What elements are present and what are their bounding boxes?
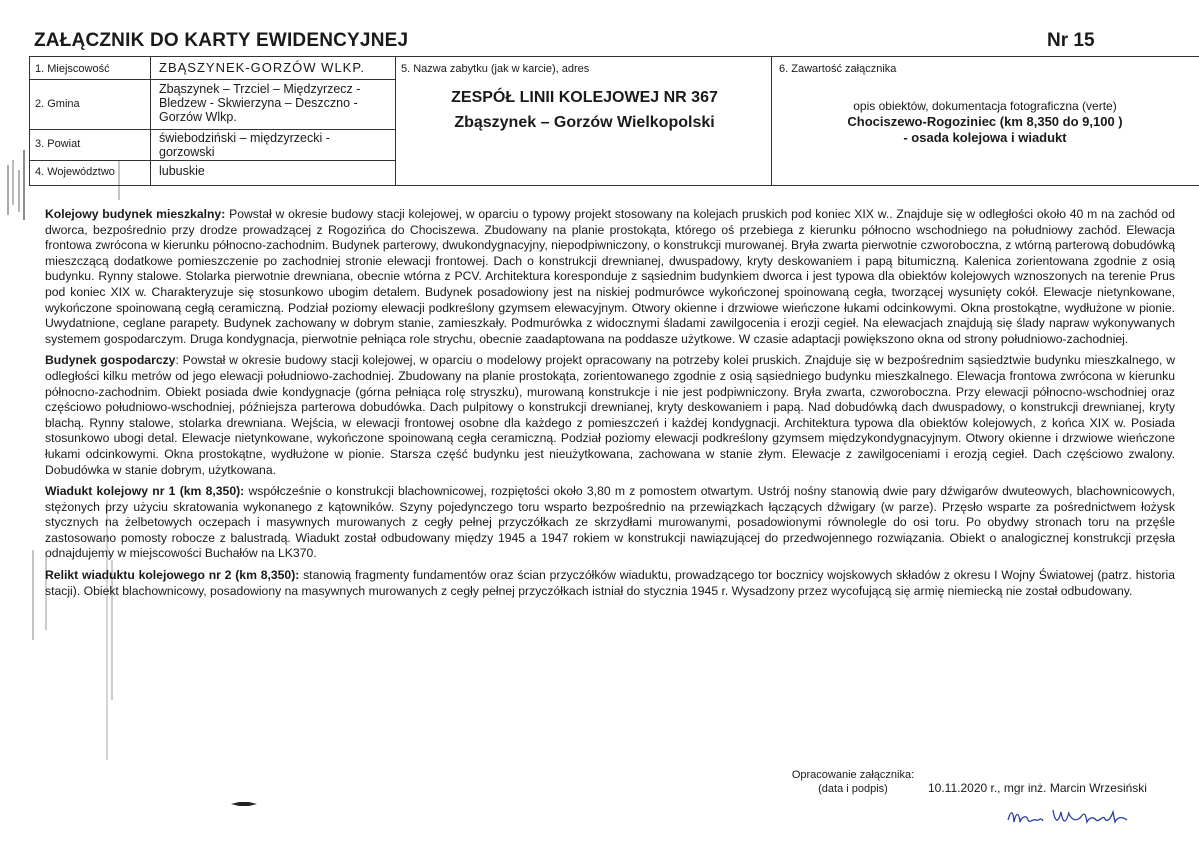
row-divider-3: [29, 160, 395, 161]
section-utility-building: [45, 353, 1175, 478]
section-divider-1: [395, 57, 396, 185]
wojewodztwo-label: 4. Województwo: [35, 166, 115, 178]
section-heading: Wiadukt kolejowy nr 1 (km 8,350):: [45, 484, 245, 499]
section-heading: Relikt wiaduktu kolejowego nr 2 (km 8,350):: [45, 568, 300, 583]
header-form-table: [29, 57, 1199, 186]
section-text: Powstał w okresie budowy stacji kolejowej, w oparciu o typowy projekt stosowany na kolejach pruskich pod koniec XIX w.. Znajduje się w odległości około 40 m na zachód od dworca, bezpośrednio przy drodze prowadzącej z Rogozińca do Chociszewa. Zbudowany na planie prostokąta, którego oś przebiega z kierunku północno wschodniego na południowy zachód. Elewacja frontowa zwrócona w kierunku północno-zachodnim. Budynek parterowy, dwukondygnacyjny, niepodpiwniczony, o konstrukcji murowanej. Bryła zwarta pierwotnie czworoboczna, z wtórną parterową dobudówką mieszczącą dodatkowe pomieszczenie po zachodniej stronie elewacji frontowej. Dach o konstrukcji drewnianej, dwuspadowy, kryty deskowaniem i papą bitumiczną. Kalenica zorientowana zgodnie z osią budynku. Rynny stalowe. Stolarka pierwotnie drewniana, obecnie wtórna z PCV. Architektura koresponduje z sąsiednim budynkiem dworca i jest typowa dla obiektów kolejowych wznoszonych na terenie Prus pod koniec XIX w. Charakteryzuje się stosunkowo ubogim detalem. Budynek posadowiony jest na niskiej podmurówce wykończonej spoinowaną cegła, tworzącej wysunięty cokół. Elewacje nietynkowane, wykończone spoinowaną cegłą ceramiczną. Podział poziomy elewacji podkreślony gzymsem elewacyjnym. Otwory okienne i drzwiowe wieńczone łukami odcinkowymi. Okna prostokątne, wydłużone w pionie. Uwydatnione, ceglane parapety. Budynek zachowany w dobrym stanie, zamieszkały. Podmurówka z widocznymi śladami zawilgocenia i erozji cegieł. Na elewacjach znajdują się ślady napraw wykonywanych systemem gospodarczym. Druga kondygnacja, pierwotnie pełniąca role strychu, obecnie zaadaptowana na poddasze użytkowe. W czasie adaptacji powiększono okna od strony południowo-zachodniej.: [45, 207, 1176, 346]
miejscowosc-value: ZBĄSZYNEK-GORZÓW WLKP.: [159, 60, 365, 75]
prepared-label: Opracowanie załącznika:: [791, 769, 915, 781]
table-border-left: [29, 57, 30, 185]
row-divider-2: [29, 129, 395, 130]
section-text: : Powstał w okresie budowy stacji kolejowej, w oparciu o modelowy projekt opracowany na potrzeby kolei pruskich. Znajduje się w bezpośrednim sąsiedztwie budynku mieszkalnego, w odległości kilku metrów od jego elewacji południowo-zachodniej. Zbudowany na planie prostokąta, zorientowanego zgodnie z osią sąsiedniego budynku mieszkalnego. Elewacja frontowa zwrócona w kierunku północno-zachodnim. Obiekt posiada dwie kondygnacje (górna pełniąca rolę stryszku), murowaną konstrukcje i nie jest podpiwniczony. Bryła zwarta, czworoboczna. Przy elewacji północno-wschodniej oraz częściowo południowo-wschodniej, późniejsza parterowa dobudówka. Dach pulpitowy o konstrukcji drewnianej, kryty deskowaniem i papą. Nad dobudówką dach dwuspadowy, o konstrukcji drewnianej, kryty blachą. Rynny stalowe, stolarka drewniana. Wejścia, w elewacji frontowej osobne dla każdego z pomieszczeń i każdej kondygnacji. Architektura typowa dla obiektów kolejowych, z końca XIX w. Posiada stosunkowo ubogi detal. Elewacje nietynkowane, wykończone spoinowaną cegła ceramiczną. Podział poziomy elewacji podkreślony gzymsem międzykondygnacyjnym. Otwory okienne i drzwiowe wieńczone łukami odcinkowymi. Okna prostokątne, wydłużone w pionie. Starsza część budynku jest nieużytkowana, zachowana w stanie złym. Elewacje z zawilgoceniami i erozją cegieł. Dach częściowo zwalony. Dobudówka w stanie dobrym, użytkowana.: [45, 353, 1175, 477]
nazwa-label: 5. Nazwa zabytku (jak w karcie), adres: [401, 63, 590, 75]
monument-name: ZESPÓŁ LINII KOLEJOWEJ NR 367: [451, 89, 718, 106]
description-body: [45, 207, 1175, 605]
section-text: współcześnie o konstrukcji blachownicowej, rozpiętości około 3,80 m z pomostem otwartym. Ustrój nośny stanowią dwie pary dźwigarów dwuteowych, blachownicowych, stężonych przy użyciu skratowania wykonanego z kątowników. Szyny pojedynczego toru wsparto bezpośrednio na przewiązkach łączących dźwigary (w parze). Przęsło wsparte za pośrednictwem łożysk stycznych na żelbetowych oczepach i masywnych murowanych z cegły pełnej przyczółkach ze skrzydłami murowanymi, posadowionymi równolegle do osi toru. Po obydwy stronach toru na przęśle zastosowano pomosty robocze z balustradą. Wiadukt został odbudowany między 1945 a 1947 rokiem w konstrukcji nawiązującej do przedwojennego rozwiązania. Obiekt o analogicznej konstrukcji przęsła odnajdujemy w miejscowości Buchałów na LK370.: [45, 484, 1175, 561]
contents-location: Chociszewo-Rogoziniec (km 8,350 do 9,100 ): [847, 114, 1123, 129]
label-column-divider: [150, 57, 151, 185]
section-heading: Kolejowy budynek mieszkalny:: [45, 207, 226, 221]
contents-subject: - osada kolejowa i wiadukt: [903, 130, 1067, 145]
page-title: ZAŁĄCZNIK DO KARTY EWIDENCYJNEJ: [34, 30, 409, 51]
handwritten-signature: [1003, 800, 1143, 834]
powiat-label: 3. Powiat: [35, 138, 81, 150]
section-viaduct-1: [45, 484, 1175, 562]
section-text: stanowią fragmenty fundamentów oraz ścian przyczółków wiaduktu, prowadzącego tor bocznicy wojskowych składów z okresu I Wojny Światowej (patrz. historia stacji). Obiekt blachownicowy, posadowiony na masywnych murowanych z cegły pełnej przyczółkach istniał do stycznia 1945 r. Wysadzony przez wycofującą się armię niemiecką nie został odbudowany.: [45, 568, 1175, 598]
date-signature-label: (data i podpis): [818, 783, 888, 795]
gmina-value: Zbąszynek – Trzciel – Międzyrzecz - Bledzew - Skwierzyna – Deszczno - Gorzów Wlkp.: [159, 82, 361, 124]
hole-punch-mark: [229, 800, 259, 808]
section-residential-building: [45, 207, 1175, 347]
miejscowosc-label: 1. Miejscowość: [35, 63, 110, 75]
author-date: 10.11.2020 r., mgr inż. Marcin Wrzesiński: [928, 781, 1147, 795]
section-viaduct-2-relic: [45, 568, 1175, 599]
monument-address: Zbąszynek – Gorzów Wielkopolski: [454, 114, 715, 131]
powiat-value: świebodziński – międzyrzecki - gorzowski: [159, 131, 330, 159]
contents-description: opis obiektów, dokumentacja fotograficzna (verte): [853, 99, 1117, 113]
gmina-label: 2. Gmina: [35, 98, 80, 110]
wojewodztwo-value: lubuskie: [159, 164, 205, 178]
section-heading: Budynek gospodarczy: [45, 353, 176, 368]
prepared-by-label: [748, 768, 958, 796]
row-divider-1: [29, 79, 395, 80]
zawartosc-label: 6. Zawartość załącznika: [779, 63, 897, 75]
attachment-number: Nr 15: [1047, 30, 1095, 51]
